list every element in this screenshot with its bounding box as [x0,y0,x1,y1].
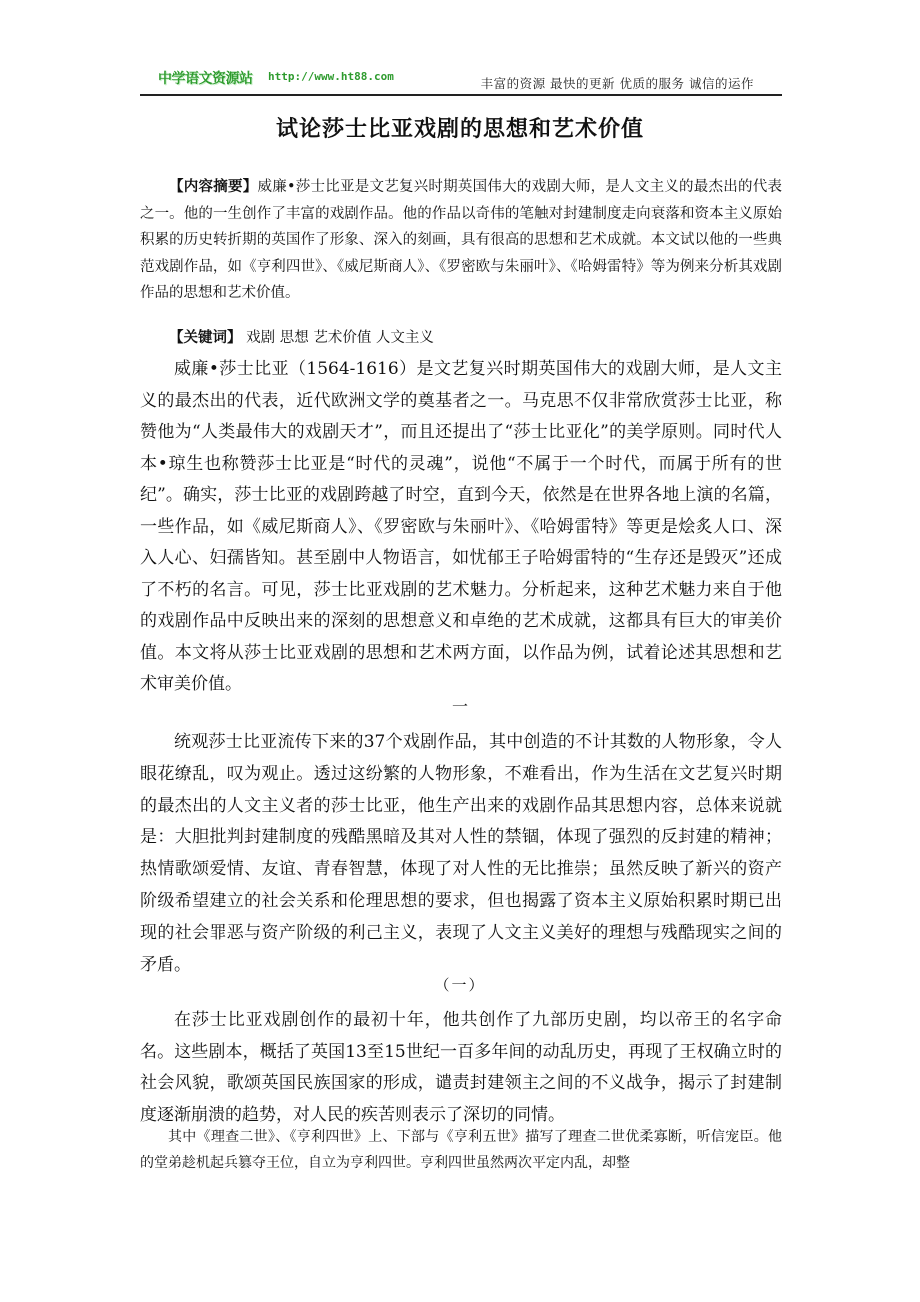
history-plays-paragraph: 其中《理查二世》、《亨利四世》上、下部与《亨利五世》描写了理查二世优柔寡断，听信宠臣。他的堂弟趁机起兵篡夺王位，自立为亨利四世。亨利四世虽然两次平定内乱，却整 [140,1129,782,1171]
section-one-paragraph: 统观莎士比亚流传下来的37个戏剧作品，其中创造的不计其数的人物形象，令人眼花缭乱，叹为观止。透过这纷繁的人物形象，不难看出，作为生活在文艺复兴时期的最杰出的人文主义者的莎士比亚，他生产出来的戏剧作品其思想内容，总体来说就是：大胆批判封建制度的残酷黑暗及其对人性的禁锢，体现了强烈的反封建的精神；热情歌颂爱情、友谊、青春智慧，体现了对人性的无比推崇；虽然反映了新兴的资产阶级希望建立的社会关系和伦理思想的要求，但也揭露了资本主义原始积累时期已出现的社会罪恶与资产阶级的利己主义，表现了人文主义美好的理想与残酷现实之间的矛盾。 [140,732,782,975]
header-tagline: 丰富的资源 最快的更新 优质的服务 诚信的运作 [480,76,754,91]
abstract-text: 威廉•莎士比亚是文艺复兴时期英国伟大的戏剧大师，是人文主义的最杰出的代表之一。他的一生创作了丰富的戏剧作品。他的作品以奇伟的笔触对封建制度走向衰落和资本主义原始积累的历史转折期的英国作了形象、深入的刻画，具有很高的思想和艺术成就。本文试以他的一些典范戏剧作品，如《亨利四世》、《威尼斯商人》、《罗密欧与朱丽叶》、《哈姆雷特》等为例来分析其戏剧作品的思想和艺术价值。 [140,179,783,301]
keywords-block [140,325,782,351]
keywords-paragraph [140,325,782,351]
history-plays-block [140,1124,782,1176]
keywords-label: 【关键词】 [169,330,242,346]
document-title: 试论莎士比亚戏剧的思想和艺术价值 [275,117,644,142]
subsection-block [140,1005,782,1131]
subsection-paragraph: 在莎士比亚戏剧创作的最初十年，他共创作了九部历史剧，均以帝王的名字命名。这些剧本，概括了英国13至15世纪一百多年间的动乱历史，再现了王权确立时的社会风貌，歌颂英国民族国家的形成，谴责封建领主之间的不义战争，揭示了封建制度逐渐崩溃的趋势，对人民的疾苦则表示了深切的同情。 [140,1010,782,1125]
section-one-block [140,727,782,981]
site-logo[interactable]: 中学语文资源站 [158,71,253,87]
subsection-heading: （一） [434,976,486,994]
abstract-label: 【内容摘要】 [169,179,258,195]
page-header [140,66,782,96]
abstract-paragraph [140,174,782,307]
abstract-block [140,174,782,307]
keywords-text: 戏剧 思想 艺术价值 人文主义 [241,330,434,346]
site-url-link[interactable]: http://www.ht88.com [268,70,394,83]
intro-block [140,354,782,701]
intro-paragraph: 威廉•莎士比亚（1564-1616）是文艺复兴时期英国伟大的戏剧大师，是人文主义的最杰出的代表，近代欧洲文学的奠基者之一。马克思不仅非常欣赏莎士比亚，称赞他为“人类最伟大的戏剧天才”，而且还提出了“莎士比亚化”的美学原则。同时代人本•琼生也称赞莎士比亚是“时代的灵魂”，说他“不属于一个时代，而属于所有的世纪”。确实，莎士比亚的戏剧跨越了时空，直到今天，依然是在世界各地上演的名篇，一些作品，如《威尼斯商人》、《罗密欧与朱丽叶》、《哈姆雷特》等更是烩炙人口、深入人心、妇孺皆知。甚至剧中人物语言，如忧郁王子哈姆雷特的“生存还是毁灭”还成了不朽的名言。可见，莎士比亚戏剧的艺术魅力。分析起来，这种艺术魅力来自于他的戏剧作品中反映出来的深刻的思想意义和卓绝的艺术成就，这都具有巨大的审美价值。本文将从莎士比亚戏剧的思想和艺术两方面，以作品为例，试着论述其思想和艺术审美价值。 [140,359,782,694]
section-heading-one: 一 [451,697,468,716]
